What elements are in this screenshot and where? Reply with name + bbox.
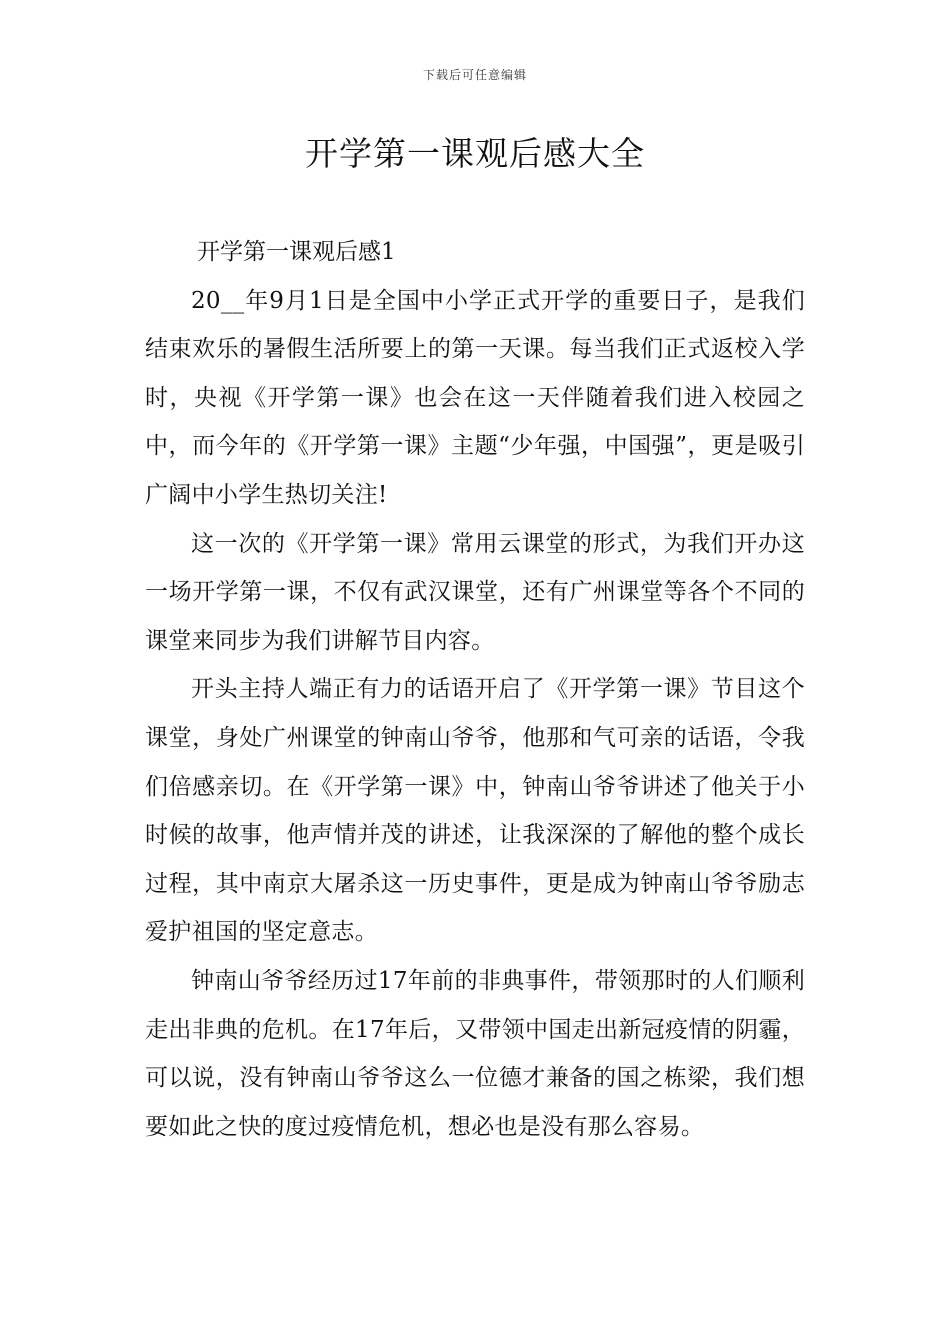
paragraph-2: 这一次的《开学第一课》常用云课堂的形式，为我们开办这一场开学第一课，不仅有武汉课堂，还有广州课堂等各个不同的课堂来同步为我们讲解节目内容。 [145, 530, 805, 654]
paragraph-3: 开头主持人端正有力的话语开启了《开学第一课》节目这个课堂，身处广州课堂的钟南山爷爷，他那和气可亲的话语，令我们倍感亲切。在《开学第一课》中，钟南山爷爷讲述了他关于小时候的故事，他声情并茂的讲述，让我深深的了解他的整个成长过程，其中南京大屠杀这一历史事件，更是成为钟南山爷爷励志爱护祖国的坚定意志。 [145, 676, 805, 946]
paragraph-4: 钟南山爷爷经历过17年前的非典事件，带领那时的人们顺利走出非典的危机。在17年后，又带领中国走出新冠疫情的阴霾，可以说，没有钟南山爷爷这么一位德才兼备的国之栋梁，我们想要如此之快的度过疫情危机，想必也是没有那么容易。 [145, 967, 805, 1140]
header-note: 下载后可任意编辑 [422, 68, 527, 82]
document-body [145, 228, 805, 1151]
section-heading: 开学第一课观后感1 [197, 239, 396, 265]
document-title: 开学第一课观后感大全 [305, 134, 645, 173]
paragraph-1: 20__年9月1日是全国中小学正式开学的重要日子，是我们结束欢乐的暑假生活所要上的第一天课。每当我们正式返校入学时，央视《开学第一课》也会在这一天伴随着我们进入校园之中，而今年的《开学第一课》主题“少年强，中国强”，更是吸引广阔中小学生热切关注! [145, 287, 805, 508]
